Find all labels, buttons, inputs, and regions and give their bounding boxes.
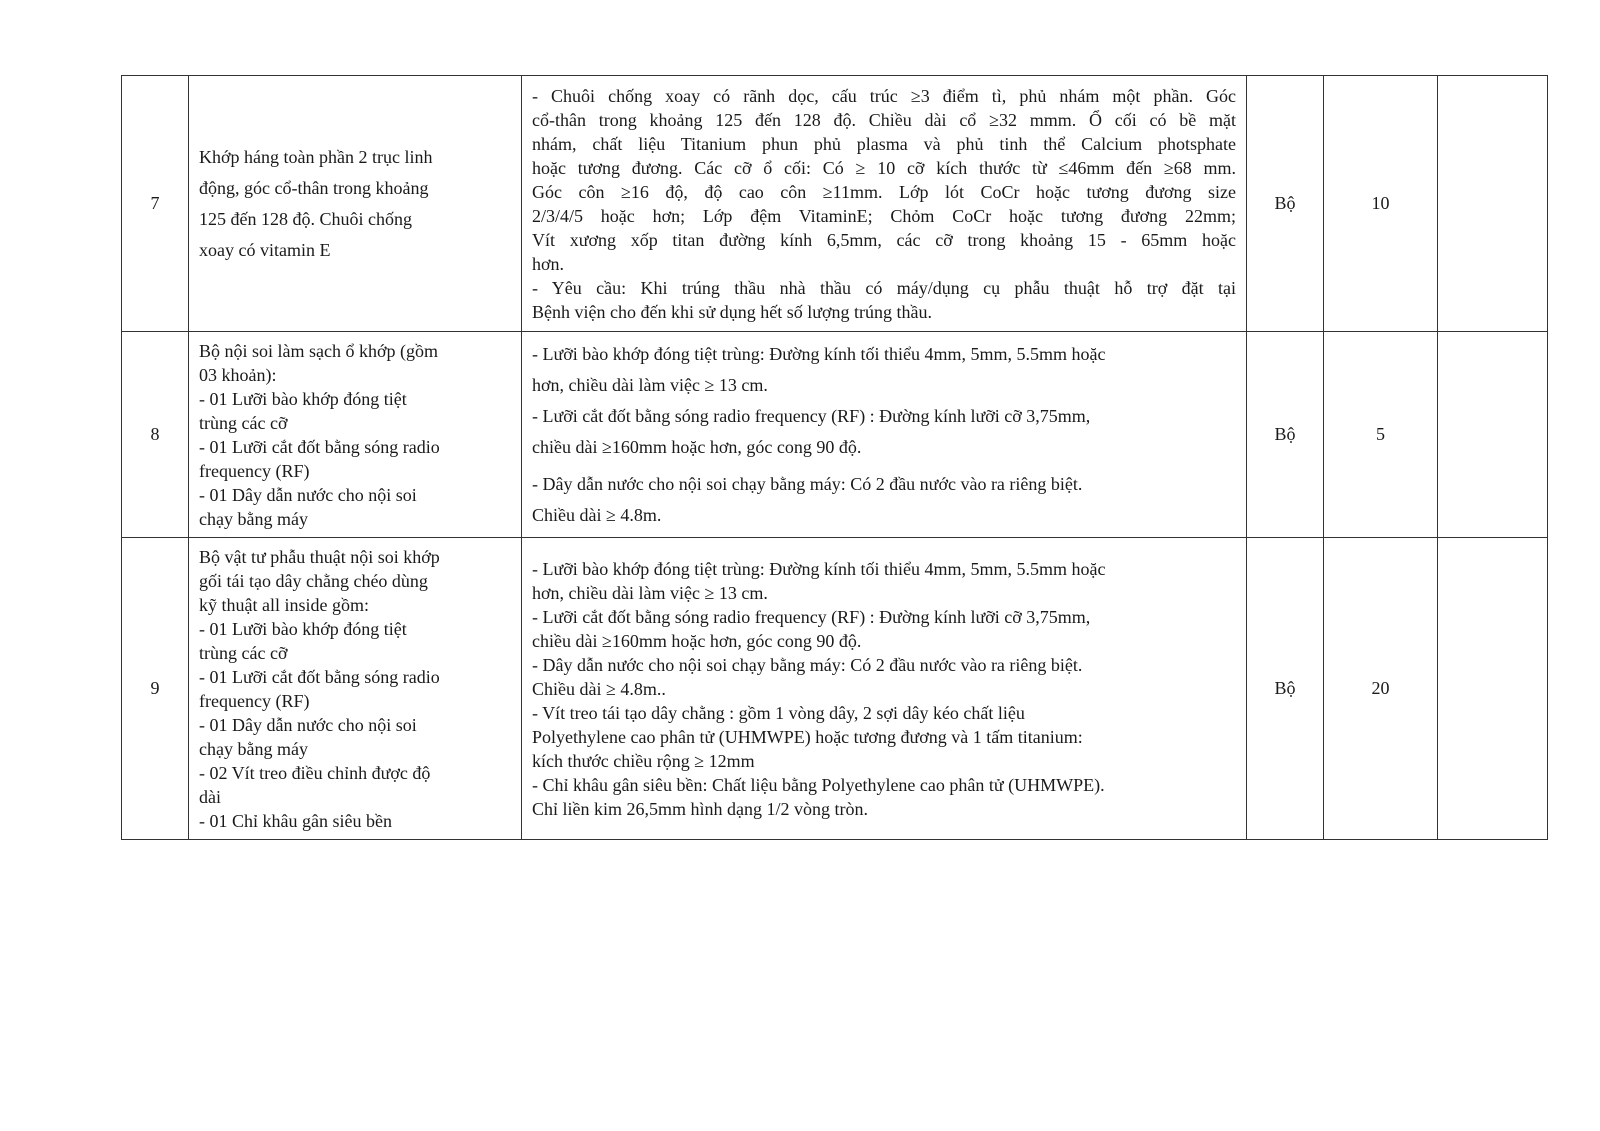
item-name: Bộ nội soi làm sạch ổ khớp (gồm 03 khoản): - 01 Lưỡi bào khớp đóng tiệt trùng các cỡ - 01 Lưỡi cắt đốt bằng sóng radio frequency (RF) - 01 Dây dẫn nước cho nội soi chạy bằng máy: [189, 332, 522, 538]
quantity: 20: [1324, 538, 1438, 840]
unit: Bộ: [1247, 76, 1324, 332]
unit: Bộ: [1247, 332, 1324, 538]
row-number: 8: [122, 332, 189, 538]
note-cell: [1438, 76, 1548, 332]
note-cell: [1438, 332, 1548, 538]
table-row: [122, 76, 1548, 332]
unit: Bộ: [1247, 538, 1324, 840]
table-row: [122, 332, 1548, 538]
item-specification: - Chuôi chống xoay có rãnh dọc, cấu trúc ≥3 điểm tì, phủ nhám một phần. Góc cổ-thân trong khoảng 125 đến 128 độ. Chiều dài cổ ≥32 mmm. Ổ cối có bề mặt nhám, chất liệu Titanium phun phủ plasma và phủ tinh thể Calcium photsphate hoặc tương đương. Các cỡ ổ cối: Có ≥ 10 cỡ kích thước từ ≤46mm đến ≥68 mm. Góc côn ≥16 độ, độ cao côn ≥11mm. Lớp lót CoCr hoặc tương đương size 2/3/4/5 hoặc hơn; Lớp đệm VitaminE; Chỏm CoCr hoặc tương đương 22mm; Vít xương xốp titan đường kính 6,5mm, các cỡ trong khoảng 15 - 65mm hoặc hơn. - Yêu cầu: Khi trúng thầu nhà thầu có máy/dụng cụ phẫu thuật hỗ trợ đặt tại Bệnh viện cho đến khi sử dụng hết số lượng trúng thầu.: [522, 76, 1247, 332]
quantity: 10: [1324, 76, 1438, 332]
row-number: 7: [122, 76, 189, 332]
equipment-spec-table: [121, 75, 1548, 840]
table-row: [122, 538, 1548, 840]
row-number: 9: [122, 538, 189, 840]
item-name: Bộ vật tư phẫu thuật nội soi khớp gối tái tạo dây chằng chéo dùng kỹ thuật all inside gồm: - 01 Lưỡi bào khớp đóng tiệt trùng các cỡ - 01 Lưỡi cắt đốt bằng sóng radio frequency (RF) - 01 Dây dẫn nước cho nội soi chạy bằng máy - 02 Vít treo điều chỉnh được độ dài - 01 Chỉ khâu gân siêu bền: [189, 538, 522, 840]
note-cell: [1438, 538, 1548, 840]
item-specification: - Lưỡi bào khớp đóng tiệt trùng: Đường kính tối thiểu 4mm, 5mm, 5.5mm hoặc hơn, chiều dài làm việc ≥ 13 cm. - Lưỡi cắt đốt bằng sóng radio frequency (RF) : Đường kính lưỡi cỡ 3,75mm, chiều dài ≥160mm hoặc hơn, góc cong 90 độ. - Dây dẫn nước cho nội soi chạy bằng máy: Có 2 đầu nước vào ra riêng biệt. Chiều dài ≥ 4.8m.. - Vít treo tái tạo dây chằng : gồm 1 vòng dây, 2 sợi dây kéo chất liệu Polyethylene cao phân tử (UHMWPE) hoặc tương đương và 1 tấm titanium: kích thước chiều rộng ≥ 12mm - Chỉ khâu gân siêu bền: Chất liệu bằng Polyethylene cao phân tử (UHMWPE). Chỉ liền kim 26,5mm hình dạng 1/2 vòng tròn.: [522, 538, 1247, 840]
quantity: 5: [1324, 332, 1438, 538]
item-name: Khớp háng toàn phần 2 trục linh động, góc cổ-thân trong khoảng 125 đến 128 độ. Chuôi chống xoay có vitamin E: [189, 76, 522, 332]
item-specification: - Lưỡi bào khớp đóng tiệt trùng: Đường kính tối thiểu 4mm, 5mm, 5.5mm hoặc hơn, chiều dài làm việc ≥ 13 cm. - Lưỡi cắt đốt bằng sóng radio frequency (RF) : Đường kính lưỡi cỡ 3,75mm, chiều dài ≥160mm hoặc hơn, góc cong 90 độ. - Dây dẫn nước cho nội soi chạy bằng máy: Có 2 đầu nước vào ra riêng biệt. Chiều dài ≥ 4.8m.: [522, 332, 1247, 538]
